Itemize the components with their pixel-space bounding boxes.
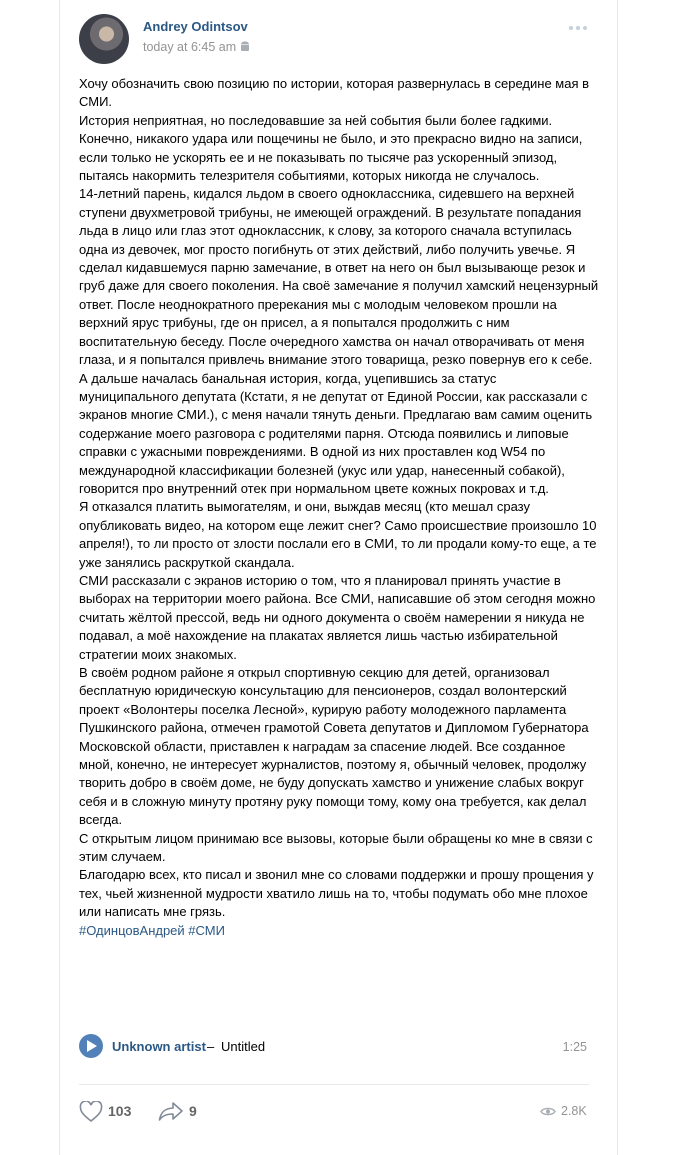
heart-icon [79,1101,103,1122]
play-icon [87,1040,97,1052]
eye-icon [540,1106,556,1117]
views-count: 2.8K [561,1104,587,1118]
post-text [79,75,599,940]
post-paragraph: Конечно, никакого удара или пощечины не было, и это прекрасно видно на записи, если только не ускорять ее и не показывать по тысяче раз ускоренный эпизод, пытаясь накормить телезрителя событиями, которых никогда не случалось. [79,131,583,184]
audio-duration: 1:25 [562,1040,587,1054]
post-paragraph: В своём родном районе я открыл спортивную секцию для детей, организовал бесплатную юридическую консультацию для пенсионеров, создал волонтерский проект «Волонтеры поселка Лесной», курирую работу молодежного парламента Пушкинского района, отмечен грамотой Совета депутатов и Дипломом Губернатора Московской области, приставлен к наградам за спасение людей. Все созданное мной, конечно, не интересует журналистов, поэтому я, обычный человек, продолжу творить добро в своём доме, не буду допускать хамство и унижение слабых вокруг себя и в сложную минуту протяну руку помощи тому, кому она требуется, как делал всегда. [79,665,589,828]
audio-attachment [79,1034,589,1060]
card-border-right [617,0,618,1155]
audio-artist[interactable]: Unknown artist [112,1039,206,1054]
author-name[interactable]: Andrey Odintsov [143,19,248,34]
share-count: 9 [189,1103,197,1119]
post-paragraph: С открытым лицом принимаю все вызовы, которые были обращены ко мне в связи с этим случаем. [79,830,593,865]
post-time[interactable]: today at 6:45 am [143,40,237,54]
post-paragraph: Я отказался платить вымогателям, и они, выждав месяц (кто мешал сразу опубликовать видео, на котором еще лежит снег? Само происшествие произошло 10 апреля!), то ли просто от злости послали его в СМИ, то ли продали кому-то еще, а те уже занялись раскруткой скандала. [79,499,597,570]
divider [79,1084,589,1085]
share-icon [158,1101,184,1121]
more-icon[interactable] [568,25,588,31]
post-paragraph: 14-летний парень, кидался льдом в своего одноклассника, сидевшего на верхней ступени двухметровой трибуны, не имеющей ограждений. В результате попадания льда в лицо или глаз этот одноклассник, к слову, за которого сначала вступилась одна из девочек, мог просто погибнуть от этих действий, либо получить увечье. Я сделал кидавшемуся парню замечание, в ответ на него он был вызывающе резок и груб даже для своего поколения. На своё замечание я получил хамский нецензурный ответ. После неоднократного пререкания мы с молодым человеком прошли на верхний ярус трибуны, где он присел, а я попытался продолжить с ним воспитательную беседу. После очередного хамства он начал отворачивать от меня глаза, и я попытался привлечь внимание этого товарища, резко повернув его к себе. [79,186,599,368]
audio-separator: – [207,1039,215,1054]
post-hashtags[interactable]: #ОдинцовАндрей #СМИ [79,922,225,938]
post-paragraph: Благодарю всех, кто писал и звонил мне со словами поддержки и прошу прощения у тех, чьей жизненной мудрости хватило лишь на то, чтобы подумать обо мне плохое или написать мне грязь. [79,867,594,920]
post-paragraph: А дальше началась банальная история, когда, уцепившись за статус муниципального депутата (Кстати, я не депутат от Единой России, как рассказали с экранов многие СМИ.), с меня начали тянуть деньги. Предлагаю вам самим оценить содержание моего разговора с родителями парня. Отсюда появились и липовые справки с ужасными повреждениями. В одной из них проставлен код W54 по международной классификации болезней (укус или удар, нанесенный собакой), говорится про внутренний отек при нормальном цвете кожных покровах и т.д. [79,370,593,496]
post-paragraph: СМИ рассказали с экранов историю о том, что я планировал принять участие в выборах на территории моего района. Все СМИ, написавшие об этом сегодня можно считать жёлтой прессой, ведь ни одного документа о своём намерении я никуда не подавал, а моё нахождение на плакатах является лишь частью избирательной стратегии моих знакомых. [79,572,596,662]
audio-title: Untitled [221,1039,266,1054]
android-icon [240,41,250,52]
play-button[interactable] [79,1034,103,1058]
post-paragraph: Хочу обозначить свою позицию по истории, которая развернулась в середине мая в СМИ. [79,76,590,110]
like-count: 103 [108,1103,132,1119]
card-border-left [59,0,60,1155]
post-paragraph: История неприятная, но последовавшие за ней события были более гадкими. [79,112,553,128]
author-avatar[interactable] [79,14,129,64]
